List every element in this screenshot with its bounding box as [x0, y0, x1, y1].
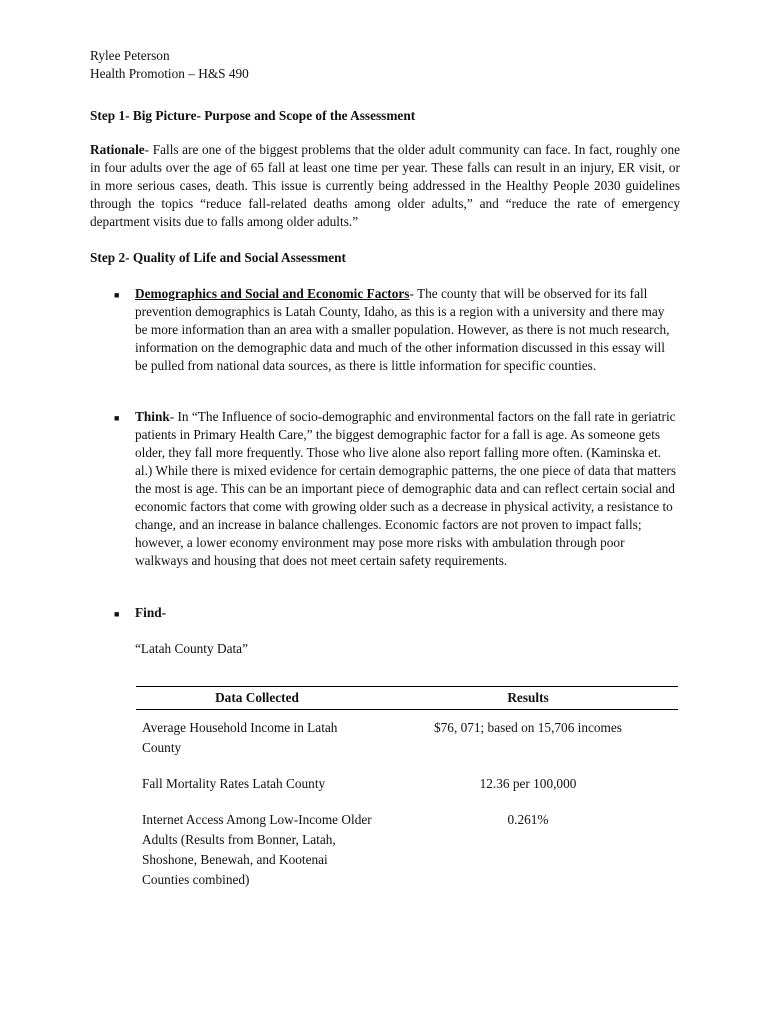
table-cell: 12.36 per 100,000 — [479, 776, 577, 791]
bullet-label: Think — [135, 409, 170, 424]
bullet-square-icon: ■ — [114, 609, 120, 619]
table-row — [136, 810, 678, 906]
step2-heading: Step 2- Quality of Life and Social Assessment — [90, 250, 346, 265]
rationale-label: Rationale — [90, 142, 145, 157]
bullet-square-icon: ■ — [114, 413, 120, 423]
document-header — [90, 47, 249, 83]
bullet-think — [135, 408, 680, 570]
bullet-demographics — [135, 285, 680, 375]
step1-heading: Step 1- Big Picture- Purpose and Scope of the Assessment — [90, 108, 416, 123]
latah-county-data-table — [136, 686, 678, 906]
bullet-text: - The county that will be observed for its fall prevention demographics is Latah County, Idaho, as this is a region with a university and there may be more information than an area with a smaller population. However, as there is not much research, information on the demographic data and much of the other information discussed in this essay will be pulled from national data sources, as there is little information for specific counties. — [135, 286, 670, 373]
rationale-paragraph — [90, 141, 680, 231]
table-header-cell: Data Collected — [136, 687, 378, 710]
table-row — [136, 710, 678, 775]
table-caption: “Latah County Data” — [135, 641, 248, 656]
bullet-label: Demographics and Social and Economic Factors — [135, 286, 410, 301]
table-row — [136, 774, 678, 810]
table-cell: 0.261% — [507, 812, 549, 827]
bullet-square-icon: ■ — [114, 290, 120, 300]
bullet-find — [135, 604, 680, 622]
bullet-label: Find — [135, 605, 162, 620]
course-name: Health Promotion – H&S 490 — [90, 66, 249, 81]
bullet-text: - In “The Influence of socio-demographic and environmental factors on the fall rate in geriatric patients in Primary Health Care,” the biggest demographic factor for a fall is age. As someone gets older, they fall more frequently. Those who live alone also report falling more often. (Kaminska et. al.) While there is mixed evidence for certain demographic patterns, the one piece of data that matters the most is age. This can be an important piece of demographic data and can reflect certain social and economic factors that come with growing older such as a decrease in physical activity, a resistance to change, and an increase in balance challenges. Economic factors are not proven to impact falls; however, a lower economy environment may pose more risks with ambulation through poor walkways and housing that does not meet certain safety requirements. — [135, 409, 677, 568]
table-cell: Fall Mortality Rates Latah County — [142, 776, 326, 791]
table-cell: Average Household Income in Latah County — [142, 720, 338, 755]
bullet-text: - — [161, 605, 167, 620]
table-header-cell: Results — [378, 687, 678, 710]
author-name: Rylee Peterson — [90, 48, 170, 63]
table-header-row — [136, 687, 678, 710]
table-cell: $76, 071; based on 15,706 incomes — [434, 720, 622, 735]
table-cell: Internet Access Among Low-Income Older Adults (Results from Bonner, Latah, Shoshone, Benewah, and Kootenai Counties combined) — [142, 812, 372, 887]
rationale-text: - Falls are one of the biggest problems that the older adult community can face. In fact, roughly one in four adults over the age of 65 fall at least one time per year. These falls can result in an injury, ER visit, or in more serious cases, death. This issue is currently being addressed in the Healthy People 2030 guidelines through the topics “reduce fall-related deaths among older adults,” and “reduce the rate of emergency department visits due to falls among older adults.” — [90, 142, 680, 229]
